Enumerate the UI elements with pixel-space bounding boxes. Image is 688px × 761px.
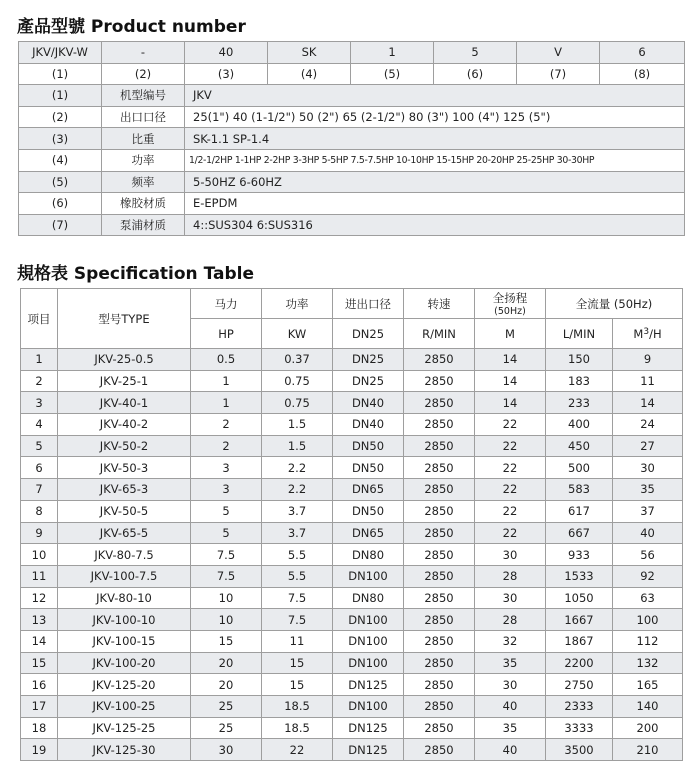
legend-name: 机型编号	[102, 85, 185, 107]
cell-hp: 5	[191, 522, 262, 544]
cell-inlet: DN100	[333, 696, 404, 718]
cell-kw: 7.5	[262, 609, 333, 631]
cell-no: 16	[21, 674, 58, 696]
cell-speed: 2850	[404, 479, 475, 501]
cell-kw: 1.5	[262, 414, 333, 436]
cell-model: JKV-80-7.5	[58, 544, 191, 566]
cell-model: JKV-100-15	[58, 630, 191, 652]
cell-flow-m3h: 56	[613, 544, 683, 566]
cell-kw: 2.2	[262, 479, 333, 501]
cell-inlet: DN65	[333, 479, 404, 501]
spec-table	[20, 288, 683, 761]
part-index-row	[19, 63, 685, 85]
cell-head: 40	[475, 739, 546, 761]
cell-kw: 0.75	[262, 370, 333, 392]
cell-kw: 5.5	[262, 565, 333, 587]
spec-header-row	[21, 289, 683, 319]
cell-model: JKV-50-5	[58, 500, 191, 522]
legend-index: (5)	[19, 171, 102, 193]
cell-head: 14	[475, 392, 546, 414]
unit-flow-m3h	[613, 319, 683, 349]
cell-head: 22	[475, 457, 546, 479]
cell-flow-lmin: 450	[546, 435, 613, 457]
cell-head: 28	[475, 609, 546, 631]
col-no-header: 项目	[21, 289, 58, 349]
cell-head: 30	[475, 674, 546, 696]
cell-flow-m3h: 112	[613, 630, 683, 652]
cell-flow-m3h: 100	[613, 609, 683, 631]
cell-model: JKV-25-1	[58, 370, 191, 392]
table-row	[21, 544, 683, 566]
table-row	[21, 370, 683, 392]
cell-kw: 5.5	[262, 544, 333, 566]
cell-no: 9	[21, 522, 58, 544]
cell-no: 14	[21, 630, 58, 652]
legend-row	[19, 149, 685, 171]
cell-kw: 7.5	[262, 587, 333, 609]
cell-kw: 2.2	[262, 457, 333, 479]
cell-speed: 2850	[404, 414, 475, 436]
cell-model: JKV-125-30	[58, 739, 191, 761]
cell-flow-lmin: 1667	[546, 609, 613, 631]
unit-inlet: DN25	[333, 319, 404, 349]
cell-hp: 25	[191, 696, 262, 718]
cell-no: 17	[21, 696, 58, 718]
legend-index: (1)	[19, 85, 102, 107]
cell-hp: 15	[191, 630, 262, 652]
col-flow-header: 全流量 (50Hz)	[546, 289, 683, 319]
unit-m: M	[633, 326, 644, 341]
cell-hp: 3	[191, 479, 262, 501]
part-index: (5)	[351, 63, 434, 85]
col-kw-header: 功率	[262, 289, 333, 319]
cell-flow-lmin: 583	[546, 479, 613, 501]
cell-speed: 2850	[404, 630, 475, 652]
cell-head: 40	[475, 696, 546, 718]
cell-hp: 2	[191, 414, 262, 436]
unit-kw: KW	[262, 319, 333, 349]
col-head-header	[475, 289, 546, 319]
table-row	[21, 696, 683, 718]
cell-head: 22	[475, 522, 546, 544]
legend-index: (6)	[19, 193, 102, 215]
cell-flow-lmin: 1050	[546, 587, 613, 609]
legend-desc: SK-1.1 SP-1.4	[185, 128, 685, 150]
legend-name: 频率	[102, 171, 185, 193]
table-row	[21, 609, 683, 631]
cell-kw: 1.5	[262, 435, 333, 457]
cell-hp: 1	[191, 370, 262, 392]
unit-head: M	[475, 319, 546, 349]
cell-flow-m3h: 210	[613, 739, 683, 761]
cell-model: JKV-100-20	[58, 652, 191, 674]
col-model-header: 型号TYPE	[58, 289, 191, 349]
legend-row	[19, 214, 685, 236]
cell-kw: 0.75	[262, 392, 333, 414]
cell-flow-m3h: 14	[613, 392, 683, 414]
table-row	[21, 349, 683, 371]
cell-inlet: DN80	[333, 587, 404, 609]
cell-speed: 2850	[404, 674, 475, 696]
cell-model: JKV-25-0.5	[58, 349, 191, 371]
cell-flow-m3h: 92	[613, 565, 683, 587]
cell-model: JKV-100-7.5	[58, 565, 191, 587]
legend-name: 出口口径	[102, 106, 185, 128]
col-speed-header: 转速	[404, 289, 475, 319]
cell-kw: 22	[262, 739, 333, 761]
unit-flow-lmin: L/MIN	[546, 319, 613, 349]
cell-head: 22	[475, 414, 546, 436]
legend-desc: JKV	[185, 85, 685, 107]
cell-inlet: DN125	[333, 739, 404, 761]
cell-speed: 2850	[404, 349, 475, 371]
cell-kw: 0.37	[262, 349, 333, 371]
cell-model: JKV-65-5	[58, 522, 191, 544]
code-part: JKV/JKV-W	[19, 42, 102, 64]
table-row	[21, 479, 683, 501]
cell-speed: 2850	[404, 587, 475, 609]
legend-index: (4)	[19, 149, 102, 171]
cell-no: 19	[21, 739, 58, 761]
head-label: 全扬程	[492, 290, 528, 305]
code-part: 5	[434, 42, 517, 64]
legend-desc: 1/2-1/2HP 1-1HP 2-2HP 3-3HP 5-5HP 7.5-7.5HP 10-10HP 15-15HP 20-20HP 25-25HP 30-30HP	[185, 149, 685, 171]
code-parts-row	[19, 42, 685, 64]
cell-model: JKV-50-2	[58, 435, 191, 457]
cell-no: 11	[21, 565, 58, 587]
cell-head: 30	[475, 544, 546, 566]
cell-inlet: DN50	[333, 457, 404, 479]
part-index: (8)	[600, 63, 685, 85]
cell-hp: 3	[191, 457, 262, 479]
spec-table-heading: 規格表 Specification Table	[17, 264, 254, 284]
cell-flow-m3h: 200	[613, 717, 683, 739]
cell-speed: 2850	[404, 609, 475, 631]
cell-inlet: DN50	[333, 500, 404, 522]
cell-model: JKV-125-25	[58, 717, 191, 739]
cell-flow-lmin: 233	[546, 392, 613, 414]
cell-flow-lmin: 2750	[546, 674, 613, 696]
unit-per-hour: /H	[649, 326, 662, 341]
cell-speed: 2850	[404, 370, 475, 392]
cell-head: 22	[475, 479, 546, 501]
legend-index: (7)	[19, 214, 102, 236]
cell-kw: 3.7	[262, 500, 333, 522]
cell-inlet: DN25	[333, 349, 404, 371]
cell-flow-m3h: 11	[613, 370, 683, 392]
part-index: (6)	[434, 63, 517, 85]
cell-kw: 18.5	[262, 696, 333, 718]
cell-hp: 0.5	[191, 349, 262, 371]
cell-no: 8	[21, 500, 58, 522]
legend-desc: 5-50HZ 6-60HZ	[185, 171, 685, 193]
legend-row	[19, 193, 685, 215]
cell-inlet: DN100	[333, 565, 404, 587]
table-row	[21, 522, 683, 544]
part-index: (1)	[19, 63, 102, 85]
cell-speed: 2850	[404, 522, 475, 544]
cell-inlet: DN100	[333, 630, 404, 652]
cell-inlet: DN125	[333, 674, 404, 696]
table-row	[21, 652, 683, 674]
cell-inlet: DN80	[333, 544, 404, 566]
cell-kw: 15	[262, 652, 333, 674]
cell-kw: 18.5	[262, 717, 333, 739]
col-hp-header: 马力	[191, 289, 262, 319]
code-part: -	[102, 42, 185, 64]
cell-no: 12	[21, 587, 58, 609]
code-part: 6	[600, 42, 685, 64]
cell-kw: 15	[262, 674, 333, 696]
cell-hp: 30	[191, 739, 262, 761]
legend-row	[19, 128, 685, 150]
cell-flow-lmin: 1867	[546, 630, 613, 652]
cell-hp: 1	[191, 392, 262, 414]
part-index: (3)	[185, 63, 268, 85]
cell-flow-m3h: 40	[613, 522, 683, 544]
cell-no: 10	[21, 544, 58, 566]
cell-no: 13	[21, 609, 58, 631]
cell-no: 15	[21, 652, 58, 674]
part-index: (2)	[102, 63, 185, 85]
table-row	[21, 500, 683, 522]
cell-flow-lmin: 2333	[546, 696, 613, 718]
cell-flow-lmin: 500	[546, 457, 613, 479]
cell-speed: 2850	[404, 392, 475, 414]
legend-desc: 25(1") 40 (1-1/2") 50 (2") 65 (2-1/2") 80 (3") 100 (4") 125 (5")	[185, 106, 685, 128]
cell-model: JKV-65-3	[58, 479, 191, 501]
cell-head: 32	[475, 630, 546, 652]
legend-desc: E-EPDM	[185, 193, 685, 215]
cell-hp: 7.5	[191, 544, 262, 566]
cell-flow-m3h: 37	[613, 500, 683, 522]
cell-flow-m3h: 30	[613, 457, 683, 479]
cell-no: 4	[21, 414, 58, 436]
cell-flow-m3h: 132	[613, 652, 683, 674]
head-sublabel: (50Hz)	[494, 305, 526, 317]
unit-speed: R/MIN	[404, 319, 475, 349]
cell-model: JKV-100-10	[58, 609, 191, 631]
cell-hp: 20	[191, 652, 262, 674]
cell-hp: 2	[191, 435, 262, 457]
cell-flow-lmin: 667	[546, 522, 613, 544]
cell-kw: 3.7	[262, 522, 333, 544]
cell-head: 22	[475, 435, 546, 457]
cell-flow-lmin: 400	[546, 414, 613, 436]
table-row	[21, 739, 683, 761]
cell-flow-lmin: 617	[546, 500, 613, 522]
code-part: 1	[351, 42, 434, 64]
table-row	[21, 435, 683, 457]
cell-head: 35	[475, 717, 546, 739]
cell-inlet: DN65	[333, 522, 404, 544]
cell-flow-lmin: 3500	[546, 739, 613, 761]
cell-model: JKV-40-1	[58, 392, 191, 414]
table-row	[21, 717, 683, 739]
cell-flow-lmin: 183	[546, 370, 613, 392]
cell-flow-lmin: 150	[546, 349, 613, 371]
cell-inlet: DN100	[333, 609, 404, 631]
cell-model: JKV-50-3	[58, 457, 191, 479]
cell-flow-lmin: 2200	[546, 652, 613, 674]
cell-no: 5	[21, 435, 58, 457]
cell-flow-lmin: 1533	[546, 565, 613, 587]
col-inlet-header: 进出口径	[333, 289, 404, 319]
unit-hp: HP	[191, 319, 262, 349]
cell-inlet: DN25	[333, 370, 404, 392]
table-row	[21, 587, 683, 609]
cell-head: 35	[475, 652, 546, 674]
cell-flow-m3h: 9	[613, 349, 683, 371]
cell-speed: 2850	[404, 652, 475, 674]
cell-hp: 25	[191, 717, 262, 739]
cell-model: JKV-80-10	[58, 587, 191, 609]
cell-hp: 5	[191, 500, 262, 522]
legend-name: 功率	[102, 149, 185, 171]
cell-speed: 2850	[404, 696, 475, 718]
product-number-table	[18, 41, 685, 236]
cell-inlet: DN40	[333, 414, 404, 436]
cell-kw: 11	[262, 630, 333, 652]
unit-exponent: 3	[643, 326, 650, 337]
cell-no: 3	[21, 392, 58, 414]
cell-inlet: DN100	[333, 652, 404, 674]
cell-flow-m3h: 27	[613, 435, 683, 457]
cell-hp: 20	[191, 674, 262, 696]
cell-no: 18	[21, 717, 58, 739]
legend-row	[19, 85, 685, 107]
cell-flow-m3h: 140	[613, 696, 683, 718]
cell-flow-lmin: 933	[546, 544, 613, 566]
legend-index: (2)	[19, 106, 102, 128]
cell-speed: 2850	[404, 717, 475, 739]
cell-flow-m3h: 165	[613, 674, 683, 696]
part-index: (4)	[268, 63, 351, 85]
cell-inlet: DN50	[333, 435, 404, 457]
cell-hp: 7.5	[191, 565, 262, 587]
cell-head: 22	[475, 500, 546, 522]
cell-model: JKV-125-20	[58, 674, 191, 696]
table-row	[21, 392, 683, 414]
cell-head: 28	[475, 565, 546, 587]
cell-speed: 2850	[404, 500, 475, 522]
cell-speed: 2850	[404, 544, 475, 566]
table-row	[21, 565, 683, 587]
cell-speed: 2850	[404, 435, 475, 457]
cell-flow-m3h: 24	[613, 414, 683, 436]
cell-inlet: DN125	[333, 717, 404, 739]
legend-row	[19, 171, 685, 193]
table-row	[21, 457, 683, 479]
part-index: (7)	[517, 63, 600, 85]
cell-speed: 2850	[404, 739, 475, 761]
cell-no: 1	[21, 349, 58, 371]
cell-hp: 10	[191, 609, 262, 631]
table-row	[21, 630, 683, 652]
product-number-heading: 產品型號 Product number	[17, 17, 246, 37]
cell-model: JKV-100-25	[58, 696, 191, 718]
legend-name: 橡胶材质	[102, 193, 185, 215]
legend-index: (3)	[19, 128, 102, 150]
cell-head: 30	[475, 587, 546, 609]
cell-hp: 10	[191, 587, 262, 609]
table-row	[21, 414, 683, 436]
cell-model: JKV-40-2	[58, 414, 191, 436]
cell-flow-lmin: 3333	[546, 717, 613, 739]
cell-speed: 2850	[404, 457, 475, 479]
code-part: 40	[185, 42, 268, 64]
cell-no: 7	[21, 479, 58, 501]
legend-desc: 4::SUS304 6:SUS316	[185, 214, 685, 236]
legend-name: 比重	[102, 128, 185, 150]
cell-no: 6	[21, 457, 58, 479]
cell-speed: 2850	[404, 565, 475, 587]
cell-head: 14	[475, 370, 546, 392]
code-part: SK	[268, 42, 351, 64]
cell-no: 2	[21, 370, 58, 392]
code-part: V	[517, 42, 600, 64]
cell-inlet: DN40	[333, 392, 404, 414]
cell-flow-m3h: 63	[613, 587, 683, 609]
cell-head: 14	[475, 349, 546, 371]
cell-flow-m3h: 35	[613, 479, 683, 501]
table-row	[21, 674, 683, 696]
legend-name: 泵浦材质	[102, 214, 185, 236]
legend-row	[19, 106, 685, 128]
